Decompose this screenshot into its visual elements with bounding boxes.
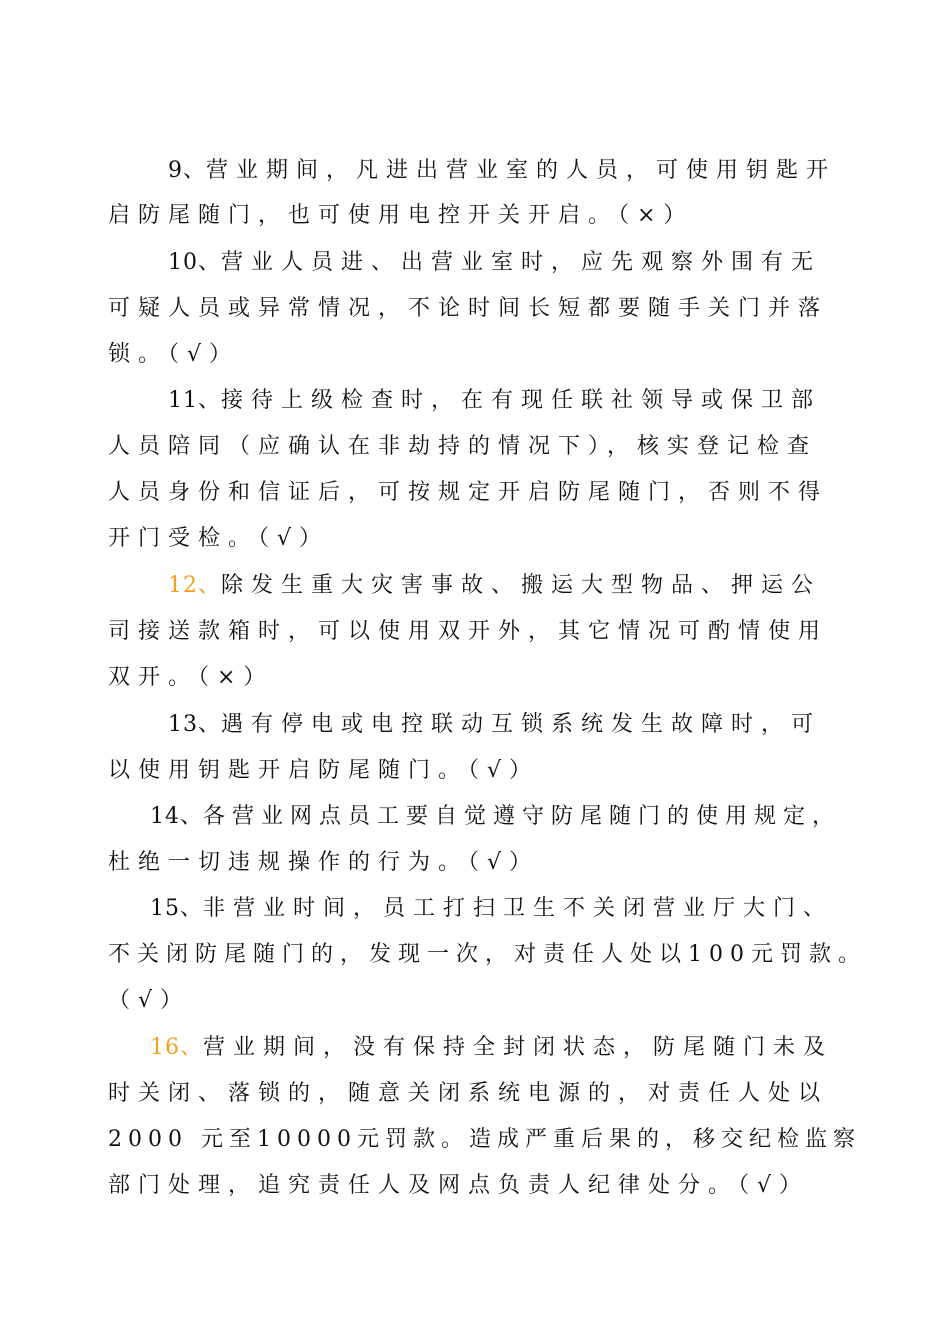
item-number: 14、 bbox=[150, 804, 203, 829]
item-12-line-2: 司接送款箱时，可以使用双开外，其它情况可酌情使用 bbox=[108, 619, 829, 644]
item-number: 16、 bbox=[150, 1035, 203, 1060]
item-text: 除发生重大灾害事故、搬运大型物品、押运公 bbox=[221, 573, 822, 598]
item-16-line-3: 2000 元至10000元罚款。造成严重后果的，移交纪检监察 bbox=[108, 1127, 861, 1152]
item-12-line-3: 双开。（×） bbox=[108, 665, 274, 690]
item-text: 非营业时间，员工打扫卫生不关闭营业厅大门、 bbox=[203, 896, 834, 921]
item-text: 各营业网点员工要自觉遵守防尾随门的使用规定， bbox=[203, 804, 842, 829]
item-15-line-3: （√） bbox=[108, 988, 191, 1013]
item-12-line-1 bbox=[168, 571, 821, 601]
item-13-line-2: 以使用钥匙开启防尾随门。（√） bbox=[108, 758, 540, 783]
item-15-line-1 bbox=[150, 894, 833, 924]
item-number: 11、 bbox=[168, 388, 221, 413]
item-number: 13、 bbox=[168, 712, 221, 737]
item-9-line-2: 启防尾随门，也可使用电控开关开启。（×） bbox=[108, 203, 694, 228]
item-number: 15、 bbox=[150, 896, 203, 921]
item-11-line-4: 开门受检。（√） bbox=[108, 526, 330, 551]
item-number: 10、 bbox=[168, 250, 221, 275]
item-16-line-2: 时关闭、落锁的，随意关闭系统电源的，对责任人处以 bbox=[108, 1081, 829, 1106]
item-text: 营业期间，凡进出营业室的人员，可使用钥匙开 bbox=[206, 158, 837, 183]
item-9-line-1 bbox=[168, 156, 836, 186]
item-text: 营业人员进、出营业室时，应先观察外围有无 bbox=[221, 250, 822, 275]
item-16-line-1 bbox=[150, 1033, 833, 1063]
item-number: 12、 bbox=[168, 573, 221, 598]
item-number: 9、 bbox=[168, 158, 206, 183]
item-14-line-1 bbox=[150, 802, 841, 832]
item-11-line-1 bbox=[168, 386, 821, 416]
item-text: 接待上级检查时，在有现任联社领导或保卫部 bbox=[221, 388, 822, 413]
item-14-line-2: 杜绝一切违规操作的行为。（√） bbox=[108, 850, 540, 875]
item-13-line-1 bbox=[168, 710, 821, 740]
item-text: 遇有停电或电控联动互锁系统发生故障时，可 bbox=[221, 712, 822, 737]
item-15-line-2: 不关闭防尾随门的，发现一次，对责任人处以100元罚款。 bbox=[108, 942, 867, 967]
item-11-line-2: 人员陪同（应确认在非劫持的情况下），核实登记检查 bbox=[108, 434, 818, 459]
item-11-line-3: 人员身份和信证后，可按规定开启防尾随门，否则不得 bbox=[108, 480, 829, 505]
item-text: 营业期间，没有保持全封闭状态，防尾随门未及 bbox=[203, 1035, 834, 1060]
item-10-line-2: 可疑人员或异常情况，不论时间长短都要随手关门并落 bbox=[108, 296, 829, 321]
item-10-line-3: 锁。（√） bbox=[108, 342, 240, 367]
item-16-line-4: 部门处理，追究责任人及网点负责人纪律处分。（√） bbox=[108, 1173, 810, 1198]
item-10-line-1 bbox=[168, 248, 821, 278]
